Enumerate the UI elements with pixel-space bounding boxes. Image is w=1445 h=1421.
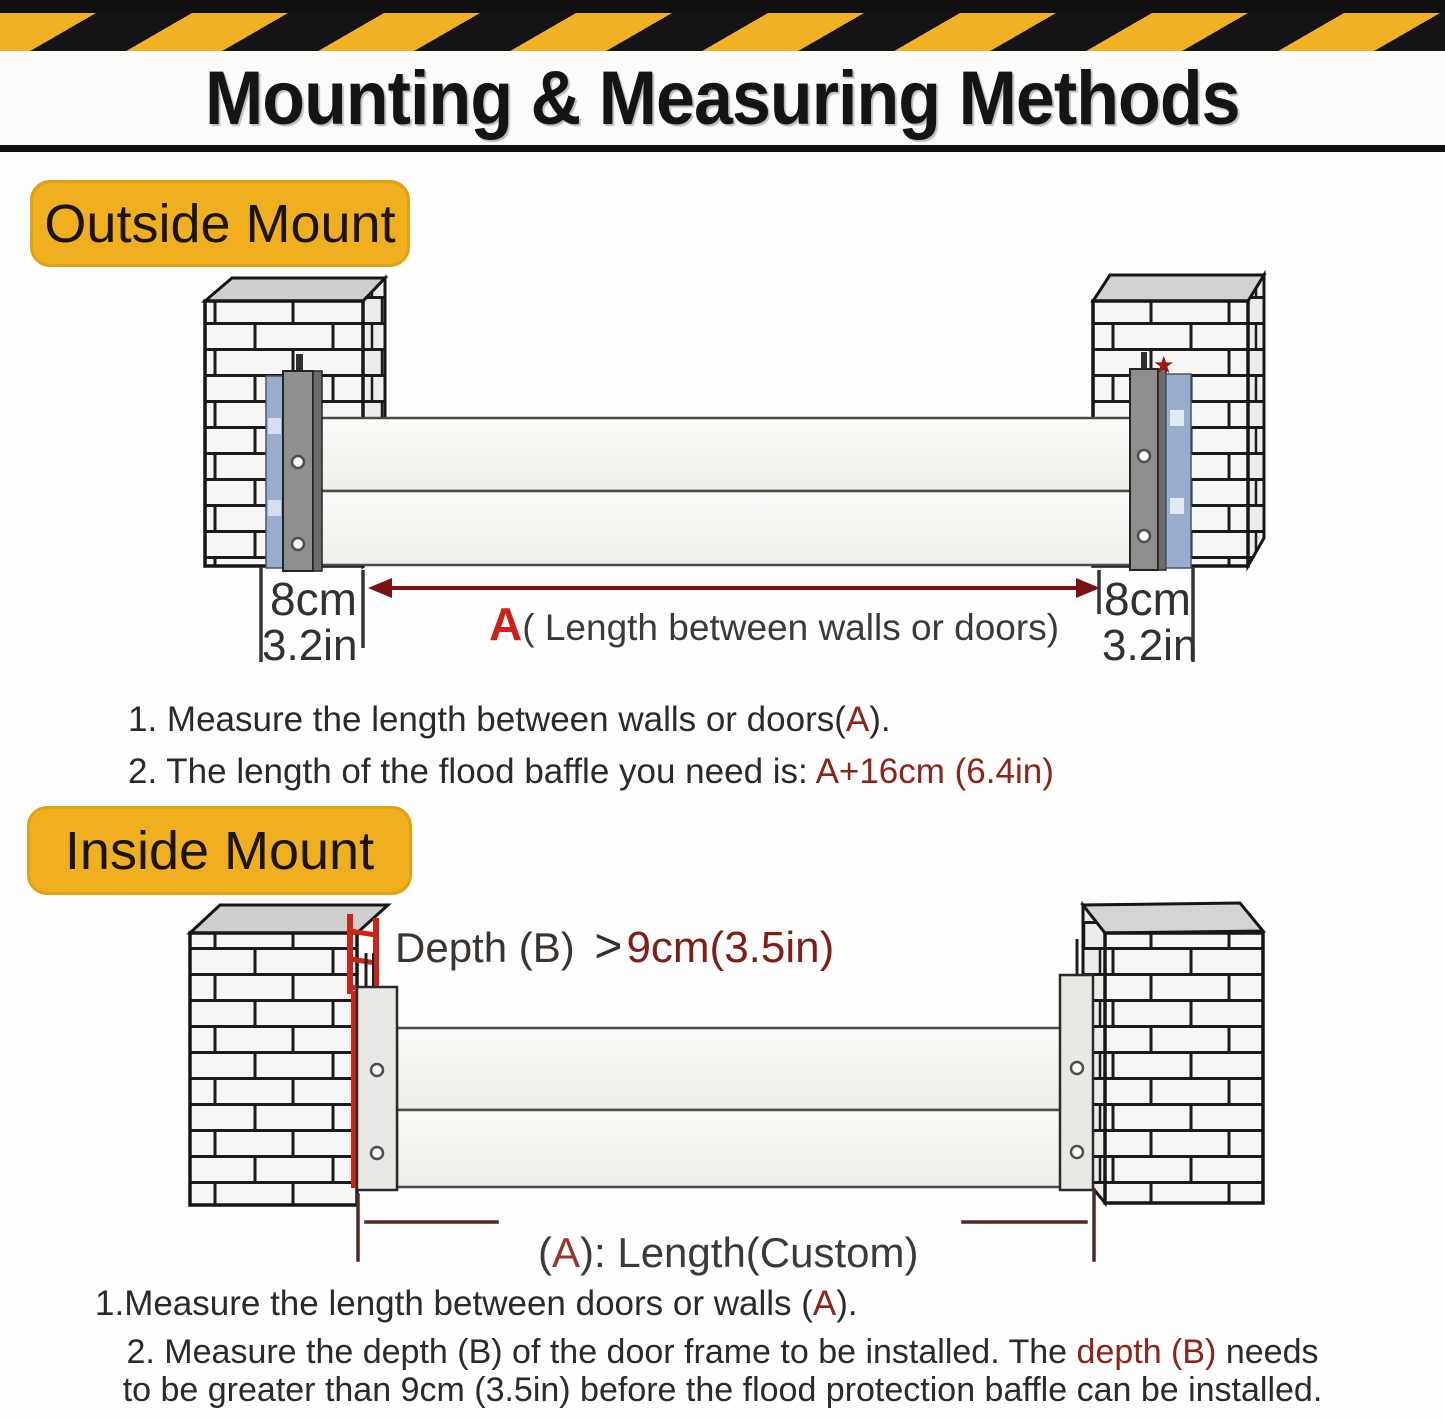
inside-instruction-1: 1.Measure the length between doors or walls (A).: [95, 1284, 858, 1323]
outside-mount-instructions: [128, 694, 1054, 798]
left-gap-cm-label: 8cm: [270, 573, 357, 625]
inside-mount-diagram: [0, 895, 1445, 1290]
flood-barrier-planks: [397, 1028, 1066, 1187]
arrow-head-left: [368, 578, 392, 598]
screw-hole: [1138, 530, 1150, 542]
arrow-head-right: [1076, 578, 1100, 598]
flood-barrier-planks: [320, 418, 1136, 565]
right-gap-in-label: 3.2in: [1102, 621, 1198, 670]
left-gap-in-label: 3.2in: [262, 621, 358, 670]
screw-hole: [292, 456, 304, 468]
screw-hole: [292, 538, 304, 550]
right-channel-bracket: [1130, 352, 1191, 570]
header-top-bar: [0, 0, 1445, 13]
inside-mount-badge-label: Inside Mount: [64, 820, 375, 881]
length-label: (A): Length(Custom): [538, 1229, 919, 1276]
inside-mount-badge: [27, 806, 412, 895]
title-row: [0, 51, 1445, 145]
star-marker-icon: ★: [1153, 352, 1175, 379]
left-channel-bracket: [266, 354, 322, 571]
left-frame-plate: [357, 953, 397, 1190]
depth-label: Depth (B) >9cm(3.5in): [395, 920, 835, 973]
screw-hole: [371, 1064, 383, 1076]
right-gap-cm-label: 8cm: [1104, 573, 1191, 625]
screw-hole: [1071, 1062, 1083, 1074]
outside-mount-badge-label: Outside Mount: [44, 193, 396, 254]
outside-instruction-2: 2. The length of the flood baffle you need is: A+16cm (6.4in): [128, 752, 1054, 791]
hazard-stripe-band: [0, 13, 1445, 51]
screw-hole: [371, 1147, 383, 1159]
outside-mount-badge: [30, 180, 410, 267]
page-title: Mounting & Measuring Methods: [205, 55, 1240, 141]
header-bottom-bar: [0, 145, 1445, 152]
right-frame-plate: [1060, 939, 1093, 1190]
right-pillar: [1083, 903, 1263, 1203]
inside-instruction-2: 2. Measure the depth (B) of the door frame to be installed. The depth (B) needs to be greater than 9cm (3.5in) before the flood protection baffle can be installed.: [122, 1333, 1323, 1409]
screw-hole: [1071, 1146, 1083, 1158]
span-length-label: A( Length between walls or doors): [489, 598, 1060, 650]
outside-instruction-1: 1. Measure the length between walls or doors(A).: [128, 700, 891, 739]
outside-mount-diagram: [0, 270, 1445, 690]
screw-hole: [1138, 450, 1150, 462]
